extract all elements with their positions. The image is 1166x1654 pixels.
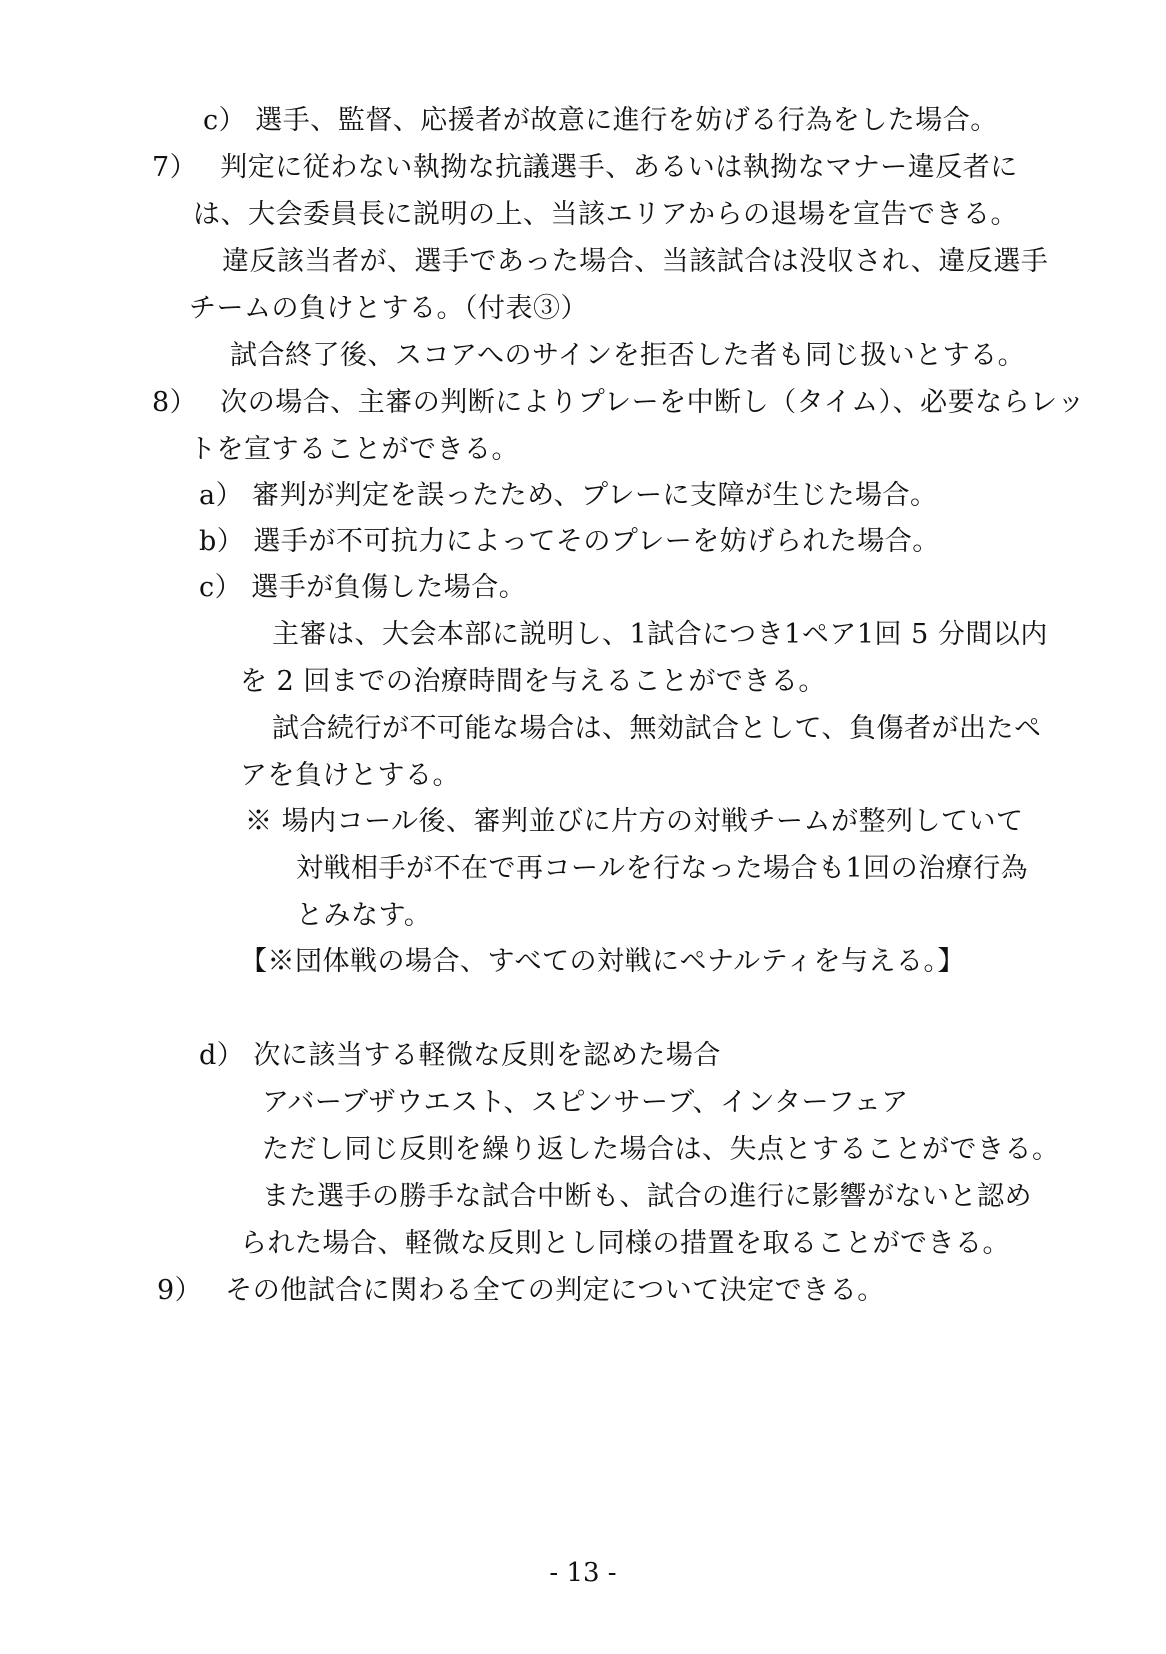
text-line-treatment: 主審は、大会本部に説明し、1試合につき1ペア1回 5 分間以内 [272,619,1048,650]
text-line-score-sign: 試合終了後、スコアへのサインを拒否した者も同じ扱いとする。 [230,340,1026,371]
text-line-item-9: 9） その他試合に関わる全ての判定について決定できる。 [157,1275,885,1306]
text-line-minor-fouls: アバーブザウエスト、スピンサーブ、インターフェア [262,1087,909,1118]
text-line-item-7: 7） 判定に従わない執拗な抗議選手、あるいは執拗なマナー違反者に [152,152,1018,183]
text-line-violator-cont: チームの負けとする。（付表③） [189,293,588,324]
text-line-interruption: また選手の勝手な試合中断も、試合の進行に影響がないと認め [262,1181,1032,1212]
text-line-team-note: 【※団体戦の場合、すべての対戦にペナルティを与える。】 [240,946,965,977]
text-line-c-obstruction: c） 選手、監督、応援者が故意に進行を妨げる行為をした場合。 [203,105,998,136]
text-line-item-8c: c） 選手が負傷した場合。 [199,572,527,603]
page-number: - 13 - [549,1558,617,1588]
text-line-invalid-match: 試合続行が不可能な場合は、無効試合として、負傷者が出たペ [272,713,1042,744]
text-line-item-8a: a） 審判が判定を誤ったため、プレーに支障が生じた場合。 [199,480,938,511]
text-line-repeat-foul: ただし同じ反則を繰り返した場合は、失点とすることができる。 [262,1134,1060,1165]
text-line-item-8-cont: トを宣することができる。 [189,434,519,465]
text-line-violator: 違反該当者が、選手であった場合、当該試合は没収され、違反選手 [222,246,1049,277]
text-line-note: ※ 場内コール後、審判並びに片方の対戦チームが整列していて [245,806,1024,837]
text-line-interruption-cont: られた場合、軽微な反則とし同様の措置を取ることができる。 [240,1228,1010,1259]
text-line-item-7-cont: は、大会委員長に説明の上、当該エリアからの退場を宣告できる。 [193,199,1018,230]
text-line-item-8d: d） 次に該当する軽微な反則を認めた場合 [199,1040,721,1071]
text-line-note-cont-2: とみなす。 [296,900,432,931]
text-line-treatment-cont: を 2 回までの治療時間を与えることができる。 [240,666,826,697]
text-line-item-8b: b） 選手が不可抗力によってそのプレーを妨げられた場合。 [199,526,940,557]
text-line-invalid-match-cont: アを負けとする。 [240,760,460,791]
text-line-note-cont-1: 対戦相手が不在で再コールを行なった場合も1回の治療行為 [296,853,1029,884]
text-line-item-8: 8） 次の場合、主審の判断によりプレーを中断し（タイム）、必要ならレッ [152,387,1085,418]
